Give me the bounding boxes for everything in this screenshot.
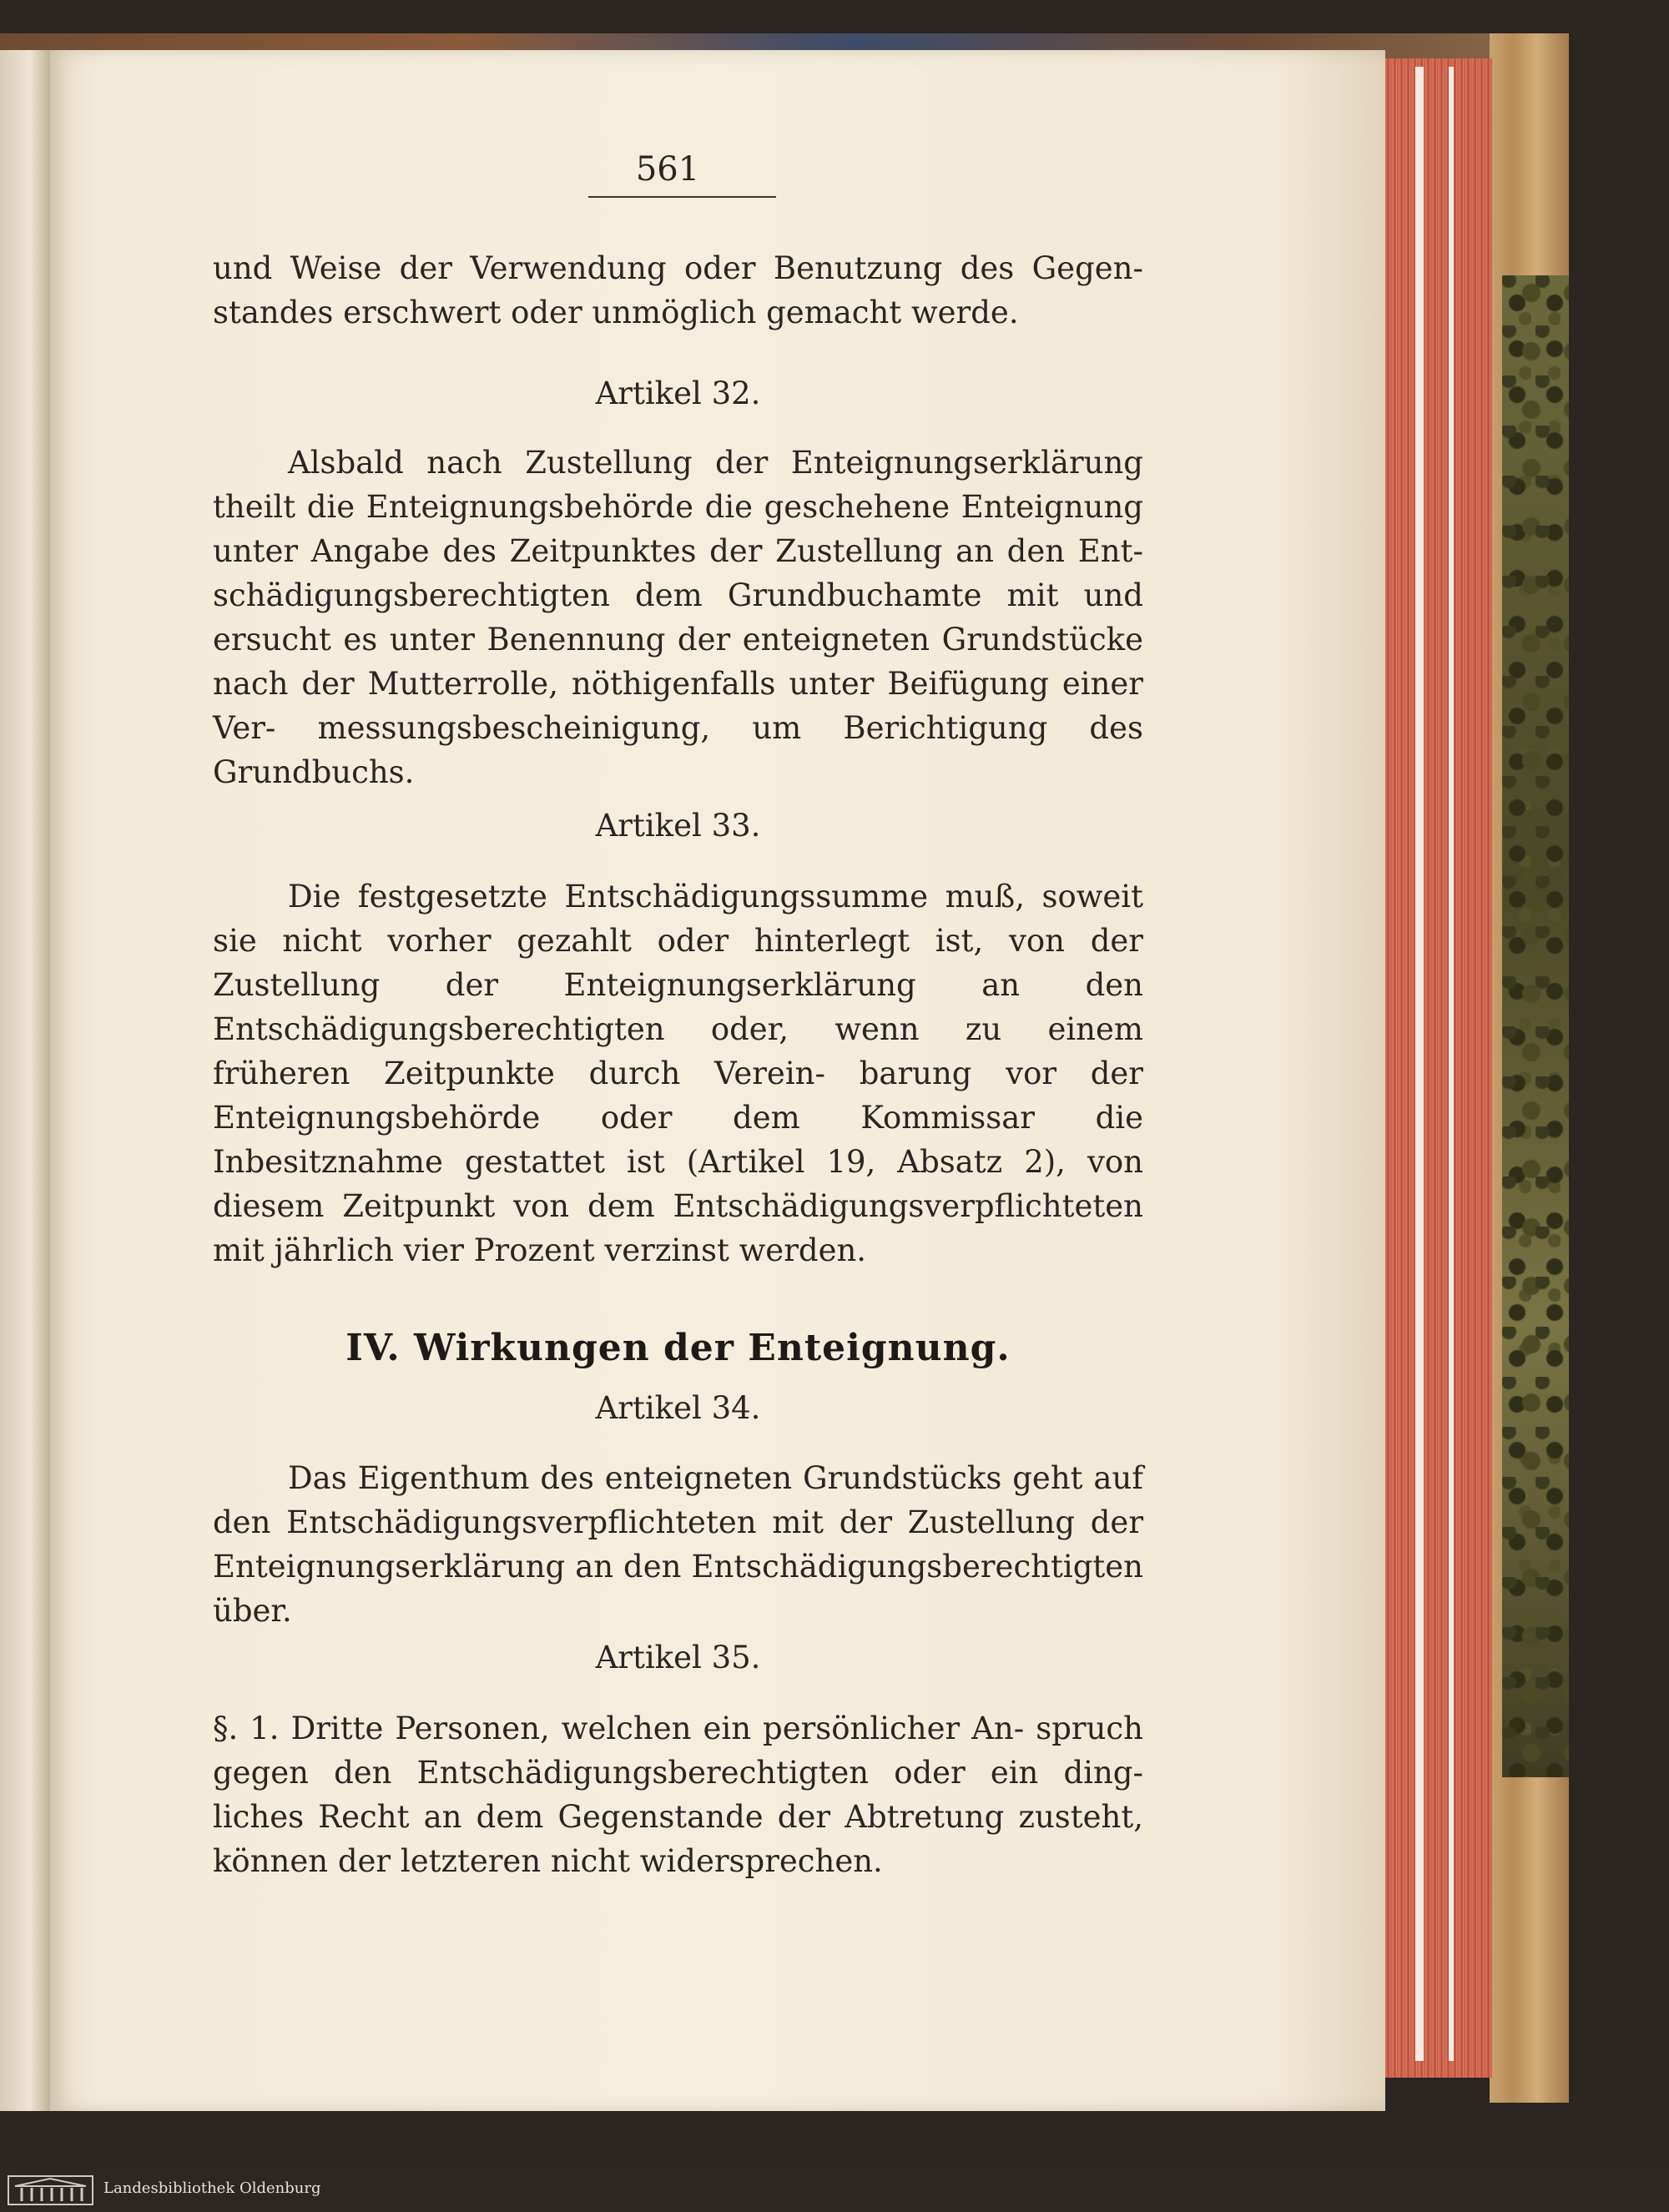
article-32-heading: Artikel 32. (595, 375, 761, 411)
article-34-text: Das Eigenthum des enteigneten Grundstücks geht auf den Entschädigungsverpflichteten mit der Zustellung der Enteignungserklärung an den Entschädigungsberechtigten über. (213, 1460, 1143, 1629)
article-32-body (213, 441, 1143, 794)
left-page-edge (0, 50, 50, 2111)
page-edges (1381, 58, 1492, 2078)
article-34-heading: Artikel 34. (595, 1390, 761, 1426)
marbled-cover (1502, 275, 1569, 1777)
article-34-body (213, 1456, 1143, 1633)
article-33-text: Die festgesetzte Entschädigungssumme muß, soweit sie nicht vorher gezahlt oder hinterlegt ist, von der Zustellung der Enteignungserklärung an den Entschädigungsberechtigten oder, wenn zu einem früheren Zeitpunkte durch Verein- barung vor der Enteignungsbehörde oder dem Kommissar die Inbesitznahme gestattet ist (Artikel 19, Absatz 2), von diesem Zeitpunkt von dem Entschädigungsverpflichteten mit jährlich vier Prozent verzinst werden. (213, 879, 1143, 1268)
article-35-body (213, 1706, 1143, 1883)
article-35-heading: Artikel 35. (595, 1640, 761, 1675)
footer-label: Landesbibliothek Oldenburg (103, 2179, 321, 2197)
page-edge-strip (1449, 67, 1454, 2061)
header-rule (588, 196, 776, 198)
library-logo-icon (7, 2174, 94, 2206)
page-number: 561 (635, 150, 700, 189)
article-35-text: §. 1. Dritte Personen, welchen ein persönlicher An- spruch gegen den Entschädigungsberechtigten oder ein ding- liches Recht an dem Gegenstande der Abtretung zusteht, können der letzteren nicht widersprechen. (213, 1711, 1143, 1879)
article-32-text: Alsbald nach Zustellung der Enteignungserklärung theilt die Enteignungsbehörde die geschehene Enteignung unter Angabe des Zeitpunktes der Zustellung an den Ent- schädigungsberechtigten dem Grundbuchamte mit und ersucht es unter Benennung der enteigneten Grundstücke nach der Mutterrolle, nöthigenfalls unter Beifügung einer Ver- messungsbescheinigung, um Berichtigung des Grundbuchs. (213, 445, 1143, 790)
page-edge-strip (1415, 67, 1424, 2061)
section-heading: IV. Wirkungen der Enteignung. (345, 1327, 1011, 1369)
footer-bar (0, 2168, 1669, 2212)
opening-paragraph (213, 246, 1143, 335)
opening-text: und Weise der Verwendung oder Benutzung des Gegen- standes erschwert oder unmöglich gemacht werde. (213, 250, 1143, 330)
article-33-body (213, 874, 1143, 1272)
article-33-heading: Artikel 33. (595, 808, 761, 844)
